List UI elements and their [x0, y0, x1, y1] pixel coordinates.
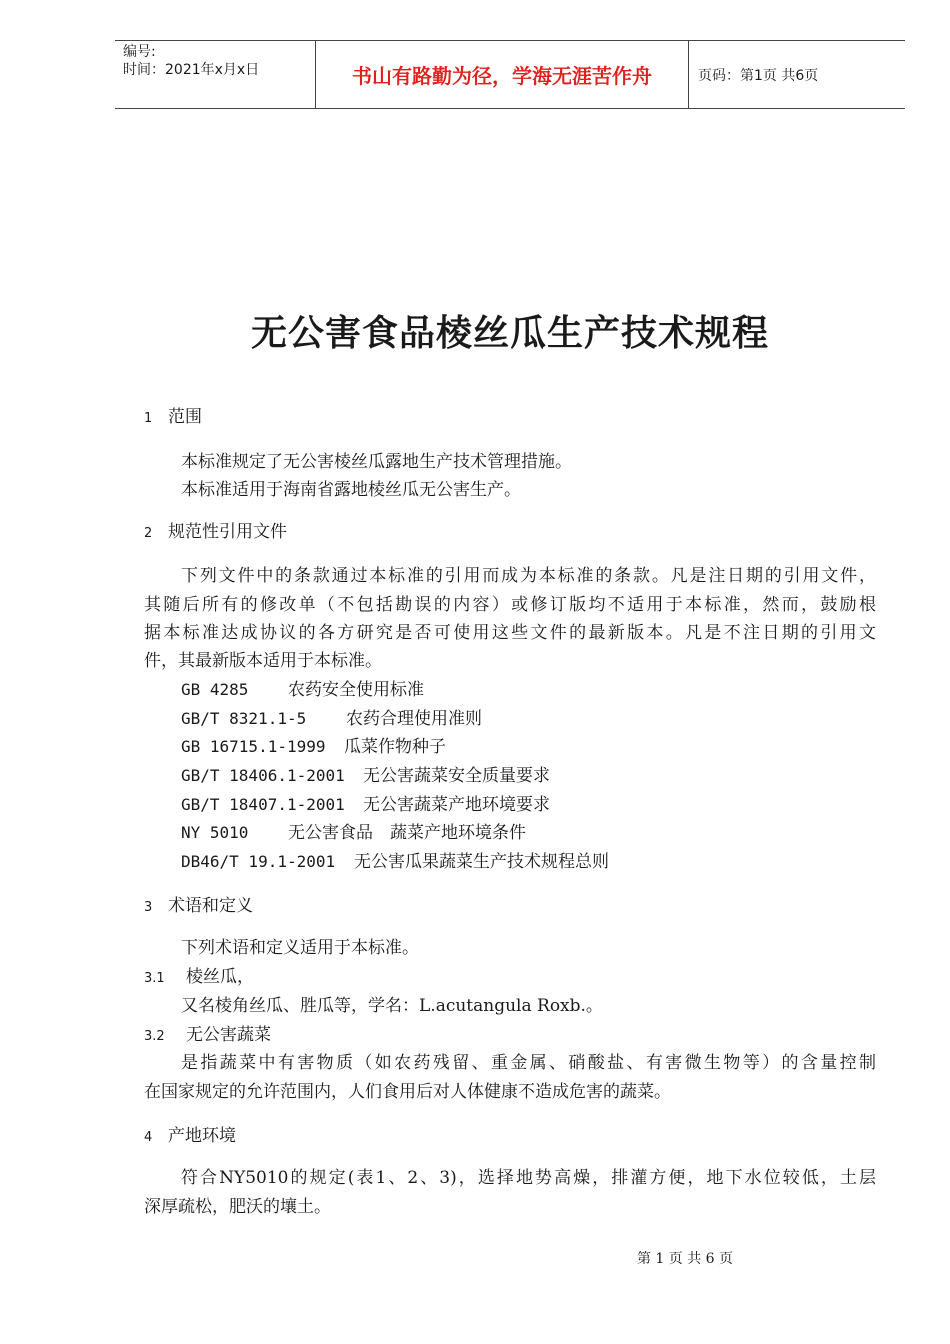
section-heading-3: 3 术语和定义 [144, 896, 253, 916]
paragraph-line: 深厚疏松，肥沃的壤土。 [144, 1197, 331, 1217]
paragraph-line: 其随后所有的修改单（不包括勘误的内容）或修订版均不适用于本标准，然而，鼓励根 [144, 595, 876, 615]
reference-item: GB/T 18406.1-2001 无公害蔬菜安全质量要求 [181, 766, 550, 786]
paragraph-line: 件，其最新版本适用于本标准。 [144, 651, 382, 671]
paragraph-line: 符合NY5010的规定(表1、2、3)，选择地势高燥，排灌方便，地下水位较低，土层 [181, 1168, 876, 1188]
section-heading-4: 4 产地环境 [144, 1126, 236, 1146]
reference-item: GB 4285 农药安全使用标准 [181, 680, 424, 700]
page-footer: 第 1 页 共 6 页 [636, 1251, 734, 1267]
paragraph-line: 在国家规定的允许范围内，人们食用后对人体健康不造成危害的蔬菜。 [144, 1082, 671, 1102]
reference-item: GB 16715.1-1999 瓜菜作物种子 [181, 737, 446, 757]
document-title: 无公害食品棱丝瓜生产技术规程 [250, 313, 769, 354]
reference-item: GB/T 8321.1-5 农药合理使用准则 [181, 709, 482, 729]
paragraph-line: 下列文件中的条款通过本标准的引用而成为本标准的条款。凡是注日期的引用文件， [181, 566, 876, 586]
paragraph-line: 据本标准达成协议的各方研究是否可使用这些文件的最新版本。凡是不注日期的引用文 [144, 623, 876, 643]
header-meta [115, 41, 316, 108]
section-heading-1: 1 范围 [144, 407, 202, 427]
paragraph: 本标准适用于海南省露地棱丝瓜无公害生产。 [181, 480, 521, 500]
section-heading-2: 2 规范性引用文件 [144, 522, 287, 542]
paragraph-line: 是指蔬菜中有害物质（如农药残留、重金属、硝酸盐、有害微生物等）的含量控制 [181, 1053, 876, 1073]
number-label: 编号: [123, 44, 156, 60]
paragraph: 又名棱角丝瓜、胜瓜等，学名：L.acutangula Roxb.。 [181, 996, 603, 1016]
subsection-heading-3-1: 3.1 棱丝瓜， [144, 967, 254, 987]
reference-item: NY 5010 无公害食品 蔬菜产地环境条件 [181, 823, 526, 843]
header-motto: 书山有路勤为径，学海无涯苦作舟 [316, 41, 689, 108]
reference-item: GB/T 18407.1-2001 无公害蔬菜产地环境要求 [181, 795, 550, 815]
subsection-heading-3-2: 3.2 无公害蔬菜 [144, 1025, 271, 1045]
paragraph: 下列术语和定义适用于本标准。 [181, 938, 419, 958]
header-page-info: 页码：第1页 共6页 [698, 67, 819, 84]
time-label: 时间：2021年x月x日 [123, 62, 260, 78]
reference-item: DB46/T 19.1-2001 无公害瓜果蔬菜生产技术规程总则 [181, 852, 609, 872]
document-header [115, 40, 905, 109]
paragraph: 本标准规定了无公害棱丝瓜露地生产技术管理措施。 [181, 452, 572, 472]
